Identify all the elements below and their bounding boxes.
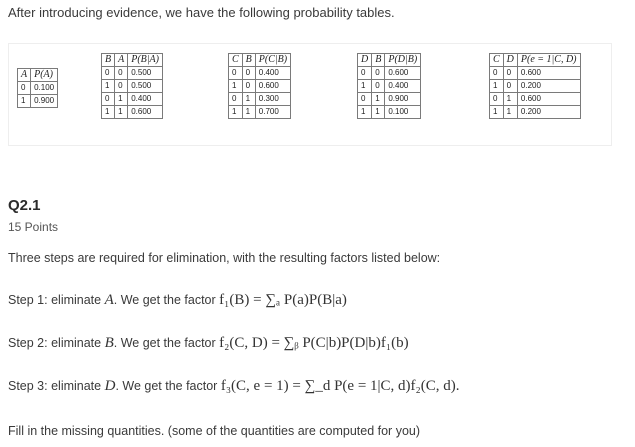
table-cell: 0 [358, 93, 372, 106]
table-cell: 0 [242, 80, 255, 93]
table-cell: 1 [503, 93, 517, 106]
table-cell: 1 [372, 106, 385, 119]
table-header-cell: D [503, 54, 517, 67]
table-cell: 1 [242, 93, 255, 106]
table-header-cell: A [18, 69, 31, 82]
step-1-mid: . We get the factor [113, 293, 216, 307]
table-row [102, 67, 163, 80]
table-cell: 0.500 [128, 67, 163, 80]
table-cell: 0.300 [255, 93, 290, 106]
table-cell: 0 [490, 93, 504, 106]
table-cell: 0 [372, 67, 385, 80]
table-p-c-given-b [228, 53, 291, 119]
table-header-cell: P(D|B) [385, 54, 421, 67]
table-cell: 0 [503, 67, 517, 80]
step-1-variable: A [104, 292, 114, 308]
step-3 [8, 378, 460, 395]
table-cell: 0.900 [385, 93, 421, 106]
step-3-variable: D [104, 378, 116, 394]
table-cell: 0 [18, 82, 31, 95]
table-header-row [18, 69, 58, 82]
table-cell: 1 [18, 95, 31, 108]
table-row [18, 95, 58, 108]
step-1 [8, 292, 347, 309]
table-row [358, 67, 421, 80]
table-row [18, 82, 58, 95]
table-row [358, 80, 421, 93]
step-1-formula: f₁(B) = ∑ₐ P(a)P(B|a) [219, 292, 347, 308]
table-cell: 1 [115, 93, 128, 106]
table-row [358, 106, 421, 119]
table-cell: 1 [358, 80, 372, 93]
table-row [229, 80, 291, 93]
table-row [358, 93, 421, 106]
table-header-row [102, 54, 163, 67]
table-p-e-given-c-d [489, 53, 581, 119]
table-cell: 0 [229, 93, 243, 106]
table-row [102, 106, 163, 119]
table-cell: 0 [358, 67, 372, 80]
step-2-formula: f₂(C, D) = ∑ᵦ P(C|b)P(D|b)f₁(b) [219, 335, 409, 351]
question-points: 15 Points [8, 220, 59, 234]
step-3-formula: f₃(C, e = 1) = ∑_d P(e = 1|C, d)f₂(C, d). [220, 378, 460, 394]
table-cell: 0 [229, 67, 243, 80]
table-header-cell: C [490, 54, 504, 67]
table-cell: 1 [229, 80, 243, 93]
table-cell: 1 [490, 80, 504, 93]
table-cell: 1 [242, 106, 255, 119]
table-header-cell: P(B|A) [128, 54, 163, 67]
table-cell: 1 [115, 106, 128, 119]
table-header-cell: A [115, 54, 128, 67]
table-row [490, 106, 581, 119]
table-header-cell: B [242, 54, 255, 67]
step-2 [8, 335, 409, 352]
table-cell: 0.400 [255, 67, 290, 80]
step-3-mid: . We get the factor [115, 379, 218, 393]
table-p-d-given-b [357, 53, 421, 119]
footer-instruction: Fill in the missing quantities. (some of the quantities are computed for you) [8, 424, 421, 438]
table-cell: 0 [102, 67, 115, 80]
table-cell: 0 [115, 67, 128, 80]
table-p-a [17, 68, 58, 108]
question-prompt: Three steps are required for elimination, with the resulting factors listed below: [8, 251, 441, 265]
table-cell: 0 [503, 80, 517, 93]
table-cell: 0 [490, 67, 504, 80]
table-cell: 0 [102, 93, 115, 106]
table-cell: 0.500 [128, 80, 163, 93]
table-cell: 1 [102, 80, 115, 93]
table-cell: 0.400 [385, 80, 421, 93]
table-cell: 1 [229, 106, 243, 119]
table-row [490, 93, 581, 106]
step-1-prefix: Step 1: eliminate [8, 293, 102, 307]
table-p-b-given-a [101, 53, 163, 119]
table-cell: 1 [490, 106, 504, 119]
table-header-row [358, 54, 421, 67]
table-header-cell: P(e = 1|C, D) [517, 54, 580, 67]
table-cell: 0.600 [517, 67, 580, 80]
table-header-cell: C [229, 54, 243, 67]
table-row [229, 67, 291, 80]
table-cell: 0.200 [517, 106, 580, 119]
table-cell: 0.600 [255, 80, 290, 93]
table-header-cell: P(C|B) [255, 54, 290, 67]
table-header-row [490, 54, 581, 67]
table-header-cell: B [372, 54, 385, 67]
table-cell: 0.400 [128, 93, 163, 106]
table-cell: 0.100 [31, 82, 58, 95]
intro-text: After introducing evidence, we have the following probability tables. [8, 5, 395, 20]
table-header-cell: P(A) [31, 69, 58, 82]
table-row [102, 93, 163, 106]
step-2-mid: . We get the factor [113, 336, 216, 350]
table-cell: 1 [102, 106, 115, 119]
table-cell: 0.600 [517, 93, 580, 106]
table-row [490, 80, 581, 93]
table-header-cell: D [358, 54, 372, 67]
table-row [102, 80, 163, 93]
table-cell: 0 [115, 80, 128, 93]
step-2-variable: B [104, 335, 114, 351]
table-row [229, 106, 291, 119]
question-title: Q2.1 [8, 197, 41, 214]
table-cell: 0.900 [31, 95, 58, 108]
table-cell: 0 [372, 80, 385, 93]
table-cell: 0.600 [385, 67, 421, 80]
table-cell: 1 [358, 106, 372, 119]
step-3-prefix: Step 3: eliminate [8, 379, 102, 393]
table-cell: 0.700 [255, 106, 290, 119]
table-header-cell: B [102, 54, 115, 67]
table-cell: 0.100 [385, 106, 421, 119]
table-header-row [229, 54, 291, 67]
table-cell: 0.200 [517, 80, 580, 93]
probability-tables-panel [8, 43, 612, 146]
step-2-prefix: Step 2: eliminate [8, 336, 102, 350]
table-row [490, 67, 581, 80]
table-cell: 1 [503, 106, 517, 119]
table-row [229, 93, 291, 106]
table-cell: 0.600 [128, 106, 163, 119]
table-cell: 1 [372, 93, 385, 106]
table-cell: 0 [242, 67, 255, 80]
